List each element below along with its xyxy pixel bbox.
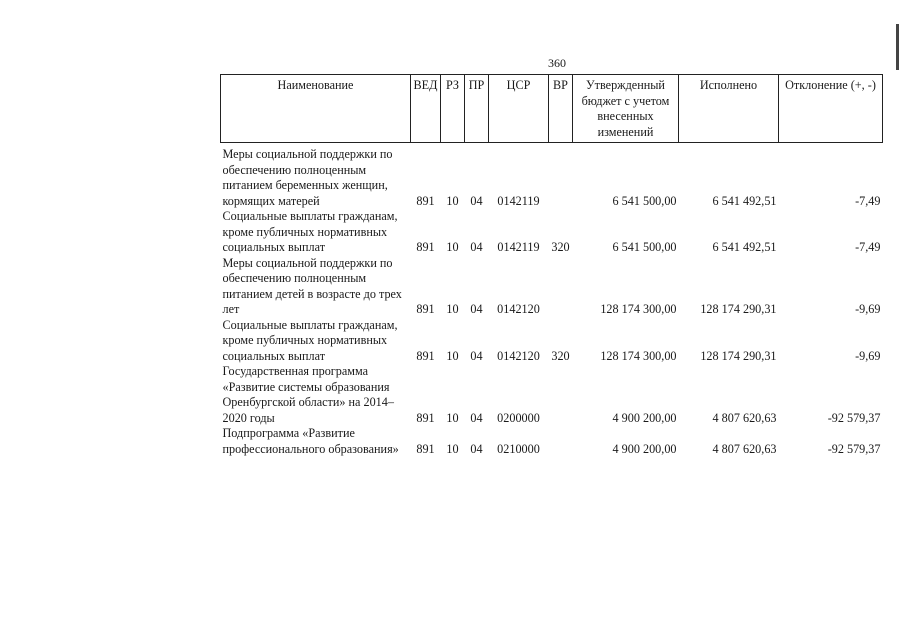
row-deviation: -92 579,37 <box>827 410 881 425</box>
row-pr: 04 <box>470 410 483 425</box>
table-row <box>221 426 883 457</box>
row-executed: 128 174 290,31 <box>700 348 777 363</box>
row-rz: 10 <box>446 410 459 425</box>
row-approved: 4 900 200,00 <box>612 410 677 425</box>
table-row <box>221 209 883 256</box>
row-vr: 320 <box>551 240 570 254</box>
row-deviation: -92 579,37 <box>827 441 881 456</box>
page-number: 360 <box>548 56 566 70</box>
row-approved: 6 541 500,00 <box>612 193 677 208</box>
row-vr <box>549 364 573 426</box>
row-approved: 4 900 200,00 <box>612 441 677 456</box>
row-executed: 6 541 492,51 <box>712 193 777 208</box>
row-name: Меры социальной поддержки по обеспечению полноценным питанием детей в возрасте до трех лет <box>222 255 402 316</box>
col-header-rz: РЗ <box>441 75 465 143</box>
budget-table <box>220 74 883 457</box>
row-csr: 0210000 <box>497 441 540 456</box>
col-header-name: Наименование <box>221 75 411 143</box>
col-header-vr: ВР <box>549 75 573 143</box>
row-deviation: -9,69 <box>855 348 881 363</box>
col-header-ved: ВЕД <box>411 75 441 143</box>
table-row <box>221 364 883 426</box>
row-pr: 04 <box>470 240 483 254</box>
row-name: Социальные выплаты гражданам, кроме публичных нормативных социальных выплат <box>222 209 398 254</box>
row-executed: 4 807 620,63 <box>712 410 777 425</box>
row-rz: 10 <box>446 193 459 208</box>
col-header-pr: ПР <box>465 75 489 143</box>
row-executed: 128 174 290,31 <box>700 302 777 316</box>
row-csr: 0142120 <box>497 302 540 316</box>
row-vr <box>549 147 573 209</box>
table-row <box>221 318 883 365</box>
row-ved: 891 <box>416 302 435 316</box>
row-executed: 6 541 492,51 <box>712 240 777 254</box>
row-rz: 10 <box>446 348 459 363</box>
row-deviation: -7,49 <box>855 240 881 254</box>
row-name: Подпрограмма «Развитие профессионального образования» <box>222 426 399 456</box>
row-approved: 128 174 300,00 <box>600 348 677 363</box>
scan-edge-mark <box>896 24 899 70</box>
row-vr: 320 <box>551 348 570 363</box>
row-pr: 04 <box>470 348 483 363</box>
row-deviation: -7,49 <box>855 193 881 208</box>
table-row <box>221 256 883 318</box>
row-approved: 128 174 300,00 <box>600 302 677 316</box>
row-name: Меры социальной поддержки по обеспечению полноценным питанием беременных женщин, кормящих матерей <box>222 147 393 208</box>
row-ved: 891 <box>416 240 435 254</box>
row-csr: 0142119 <box>497 193 540 208</box>
row-vr <box>549 256 573 318</box>
row-csr: 0200000 <box>497 410 540 425</box>
row-csr: 0142119 <box>497 240 540 254</box>
col-header-csr: ЦСР <box>489 75 549 143</box>
row-csr: 0142120 <box>497 348 540 363</box>
row-vr <box>549 426 573 457</box>
table-row <box>221 147 883 209</box>
row-rz: 10 <box>446 441 459 456</box>
row-name: Социальные выплаты гражданам, кроме публичных нормативных социальных выплат <box>222 317 398 363</box>
row-rz: 10 <box>446 240 459 254</box>
row-rz: 10 <box>446 302 459 316</box>
row-ved: 891 <box>416 193 435 208</box>
col-header-executed: Исполнено <box>679 75 779 143</box>
row-pr: 04 <box>470 302 483 316</box>
header-row <box>221 75 883 143</box>
row-pr: 04 <box>470 193 483 208</box>
row-pr: 04 <box>470 441 483 456</box>
col-header-approved: Утвержденный бюджет с учетом внесенных изменений <box>573 75 679 143</box>
row-deviation: -9,69 <box>855 302 881 316</box>
row-ved: 891 <box>416 348 435 363</box>
row-name: Государственная программа «Развитие системы образования Оренбургской области» на 2014–2020 годы <box>222 364 394 425</box>
row-approved: 6 541 500,00 <box>612 240 677 254</box>
row-ved: 891 <box>416 441 435 456</box>
row-executed: 4 807 620,63 <box>712 441 777 456</box>
row-ved: 891 <box>416 410 435 425</box>
col-header-deviation: Отклонение (+, -) <box>779 75 883 143</box>
